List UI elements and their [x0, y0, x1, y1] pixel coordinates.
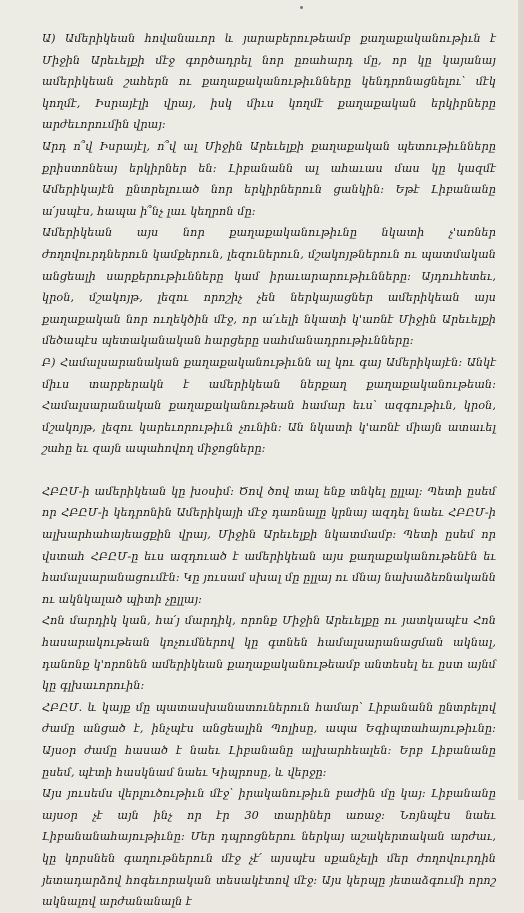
scan-mark: [300, 6, 303, 9]
paragraph: Արդ ո՞վ Իսրայէլ, ո՞վ ալ Միջին Արեւելքի քաղաքական պետութիւնները քրիստոնեայ երկիրներ են: Լիբանանն ալ ահաւաս մաս կը կազմէ Ամերիկայէն ընտրելուած նոր երկիրներուն ցանկին: Եթէ Լիբանանը ա՛յսպէս, հապա ի՞նչ լաւ կեղրոն մը:: [42, 139, 496, 218]
paragraph: Հոն մարդիկ կան, հա՛յ մարդիկ, որոնք Միջին Արեւելքը ու յատկապէս Հոն հասարակութեան կոչումներով կը գտնեն համալսարանացման ակնալ, դանոնք կ'որոնեն ամերիկեան քաղաքականութեամբ անտեսել եւ ըստ այնմ կը գլխաւորուին:: [42, 614, 496, 693]
paragraph: ՀԲԸՄ. և կայք մը պատասխանատուներուն համար՝ Լիբանանն ընտրելով ժամը անցած է, ինչպէս անցեալին Պոլիսը, ապա Եգիպտահայութիւնը: Այսօր ժամը հասած է նաեւ Լիբանանը ալխարհեալեն: Երբ Լիբանանը ըսեմ, պէտի հասկնամ նաեւ Կիպրոսը, և վերջը:: [42, 700, 496, 779]
paragraph: Ա) Ամերիկեան հովանաւոր և յարաբերութեամբ քաղաքականութիւն է Միջին Արեւելքի մէջ գործադրել նոր ըռահարդ մը, որ կը կայանայ ամերիկեան շահերն ու քաղաքականութիւնները կենդրոնացնելու՝ մէկ կողմէ, Իսրայէլի վրայ, իսկ միւս կողմէ քաղաքական երկիրները արժեւորումին վրայ:: [42, 32, 496, 132]
section-bottom: [42, 481, 496, 913]
paragraph: Ամերիկեան այս նոր քաղաքականութիւնը նկատի չ'առներ ժողովուրդներուն կամքերուն, լեզուներուն, մշակոյթներուն ու պատմական անցեալի սարքերութիւնները կամ իրաւարարութիւնները: Այդուհետեւ, կրօն, մշակոյթ, լեզու որոշիչ չեն ներկայացներ ամերիկեան այս քաղաքական նոր ուղեկծին մէջ, որ ա՛ւելի նկատի կ'առնէ Միջին Արեւելքի մեծապէս պետականական հարցերը սահմանադրութիւնները:: [42, 226, 496, 348]
section-divider: [42, 460, 496, 481]
paragraph: ՀԲԸՄ-ի ամերիկեան կը խօսիմ: Ծով ծով տալ ենք տնկել ըլլալ: Պետի ըսեմ որ ՀԲԸՄ-ի կեդրոնին Ամերիկայի մէջ դառնալը կրնայ ազդել նաեւ ՀԲԸՄ-ի ալխարհահայեացքին վրայ, Միջին Արեւելքի նկատմամբ: Պետի ըսեմ որ վստահ ՀԲԸՄ-ը եւս ազդուած է ամերիկեան այս քաղաքականութենէն եւ համալսարանացումէն: Կը յուսամ սխալ մը ըլլայ ու մնայ նախաձեռնականն ու ակնկալած պիտի չըլլայ:: [42, 484, 496, 606]
scan-edge: [518, 0, 524, 800]
section-top: [42, 28, 496, 460]
paragraph: Այս յուսեմս վերլուծութիւն մէջ՝ իրականութիւն բաժին մը կայ: Լիբանանը այսօր չէ այն ինչ որ էր 30 տարիներ առաջ: Նոյնպէս նաեւ Լիբանանահայութիւնը: Մեր դպրոցներու ներկայ աշակերտական արժաւ, կը կորսնեն գաղութներուն մէջ չէ՛ այսպէս սքանչելի մեր ժողովուրդին յետադարձով հոգեւորական տեսակէտով մէջ: Այս կերպը յետաձգումի որոշ ակնալով արժանանալն է: [42, 787, 496, 909]
paragraph: Բ) Համալսարանական քաղաքականութիւնն ալ կու գայ Ամերիկայէն: Անկէ միւս տարբերակն է ամերիկեան ներքաղ քաղաքականութեան: Համալսարանական քաղաքականութեան համար եւս՝ ազգութիւն, կրօն, մշակոյթ, լեզու կարեւորութիւն չունին: Ան նկատի կ'առնէ միայն ատաւել շահը եւ զայն ապահովող միջոցները:: [42, 355, 496, 456]
